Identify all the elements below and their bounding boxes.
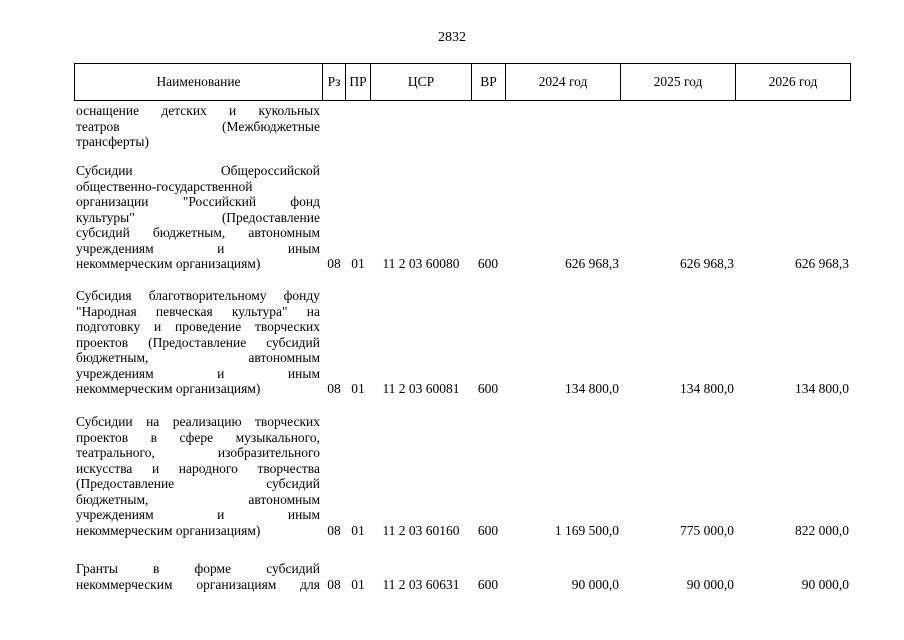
row-name-line: оснащение детских и кукольных <box>76 103 320 118</box>
row-value-2024: 626 968,3 <box>565 256 619 271</box>
row-name-line: некоммерческим организациям для <box>76 576 320 592</box>
row-value-2026: 822 000,0 <box>795 522 849 538</box>
row-name-line: некоммерческим организациям) <box>76 522 261 538</box>
row-name-line: бюджетным, автономным <box>76 350 320 365</box>
row-name-line: бюджетным, автономным <box>76 491 320 507</box>
row-csr: 11 2 03 60631 <box>382 576 460 592</box>
row-name-line: Субсидия благотворительному фонду <box>76 288 320 303</box>
row-name-line: субсидий бюджетным, автономным <box>76 225 320 240</box>
row-vr: 600 <box>477 256 499 271</box>
row-pr: 01 <box>351 381 365 396</box>
row-vr: 600 <box>477 381 499 396</box>
row-vr: 600 <box>477 576 499 592</box>
row-name-line: организации "Российский фонд <box>76 194 320 209</box>
row-value-2026: 626 968,3 <box>795 256 849 271</box>
row-name-line: трансферты) <box>76 134 149 149</box>
row-name <box>76 414 320 538</box>
row-value-2024: 1 169 500,0 <box>554 522 619 538</box>
row-name-line: (Предоставление субсидий <box>76 476 320 491</box>
row-pr: 01 <box>351 256 365 271</box>
row-rz: 08 <box>327 381 341 396</box>
row-value-2025: 626 968,3 <box>680 256 734 271</box>
header-rz: Рз <box>323 64 346 100</box>
row-value-2025: 134 800,0 <box>680 381 734 396</box>
header-2024: 2024 год <box>506 64 621 100</box>
row-name-line: учреждениям и иным <box>76 365 320 381</box>
row-name-line: культуры" (Предоставление <box>76 209 320 225</box>
row-name-line: театрального, изобразительного <box>76 445 320 460</box>
header-pr: ПР <box>346 64 371 100</box>
row-name <box>76 561 320 592</box>
row-rz: 08 <box>327 256 341 271</box>
row-rz: 08 <box>327 522 341 538</box>
row-name-line: проектов (Предоставление субсидий <box>76 334 320 350</box>
header-2025: 2025 год <box>621 64 736 100</box>
row-value-2026: 134 800,0 <box>795 381 849 396</box>
row-name <box>76 163 320 272</box>
row-name-line: искусства и народного творчества <box>76 460 320 476</box>
header-vr: ВР <box>472 64 506 100</box>
row-csr: 11 2 03 60080 <box>382 256 460 271</box>
row-value-2026: 90 000,0 <box>801 576 849 592</box>
page-number: 2832 <box>438 30 466 45</box>
row-name-line: "Народная певческая культура" на <box>76 303 320 319</box>
row-pr: 01 <box>351 522 365 538</box>
header-csr: ЦСР <box>371 64 472 100</box>
row-rz: 08 <box>327 576 341 592</box>
row-value-2025: 90 000,0 <box>686 576 734 592</box>
row-name-line: Субсидии Общероссийской <box>76 163 320 178</box>
table-header <box>74 63 851 101</box>
row-name-line: некоммерческим организациям) <box>76 256 261 271</box>
row-pr: 01 <box>351 576 365 592</box>
row-value-2024: 134 800,0 <box>565 381 619 396</box>
row-csr: 11 2 03 60081 <box>382 381 460 396</box>
row-name-line: подготовку и проведение творческих <box>76 319 320 334</box>
row-value-2024: 90 000,0 <box>571 576 619 592</box>
row-value-2025: 775 000,0 <box>680 522 734 538</box>
row-name <box>76 103 320 150</box>
row-name-line: Гранты в форме субсидий <box>76 561 320 576</box>
row-name-line: некоммерческим организациям) <box>76 381 261 396</box>
row-name <box>76 288 320 397</box>
row-name-line: общественно-государственной <box>76 178 253 194</box>
row-name-line: театров (Межбюджетные <box>76 118 320 134</box>
row-csr: 11 2 03 60160 <box>382 522 460 538</box>
row-name-line: учреждениям и иным <box>76 240 320 256</box>
row-name-line: Субсидии на реализацию творческих <box>76 414 320 429</box>
row-name-line: проектов в сфере музыкального, <box>76 429 320 445</box>
row-name-line: учреждениям и иным <box>76 507 320 522</box>
header-name: Наименование <box>75 64 323 100</box>
header-2026: 2026 год <box>768 74 818 89</box>
row-vr: 600 <box>477 522 499 538</box>
